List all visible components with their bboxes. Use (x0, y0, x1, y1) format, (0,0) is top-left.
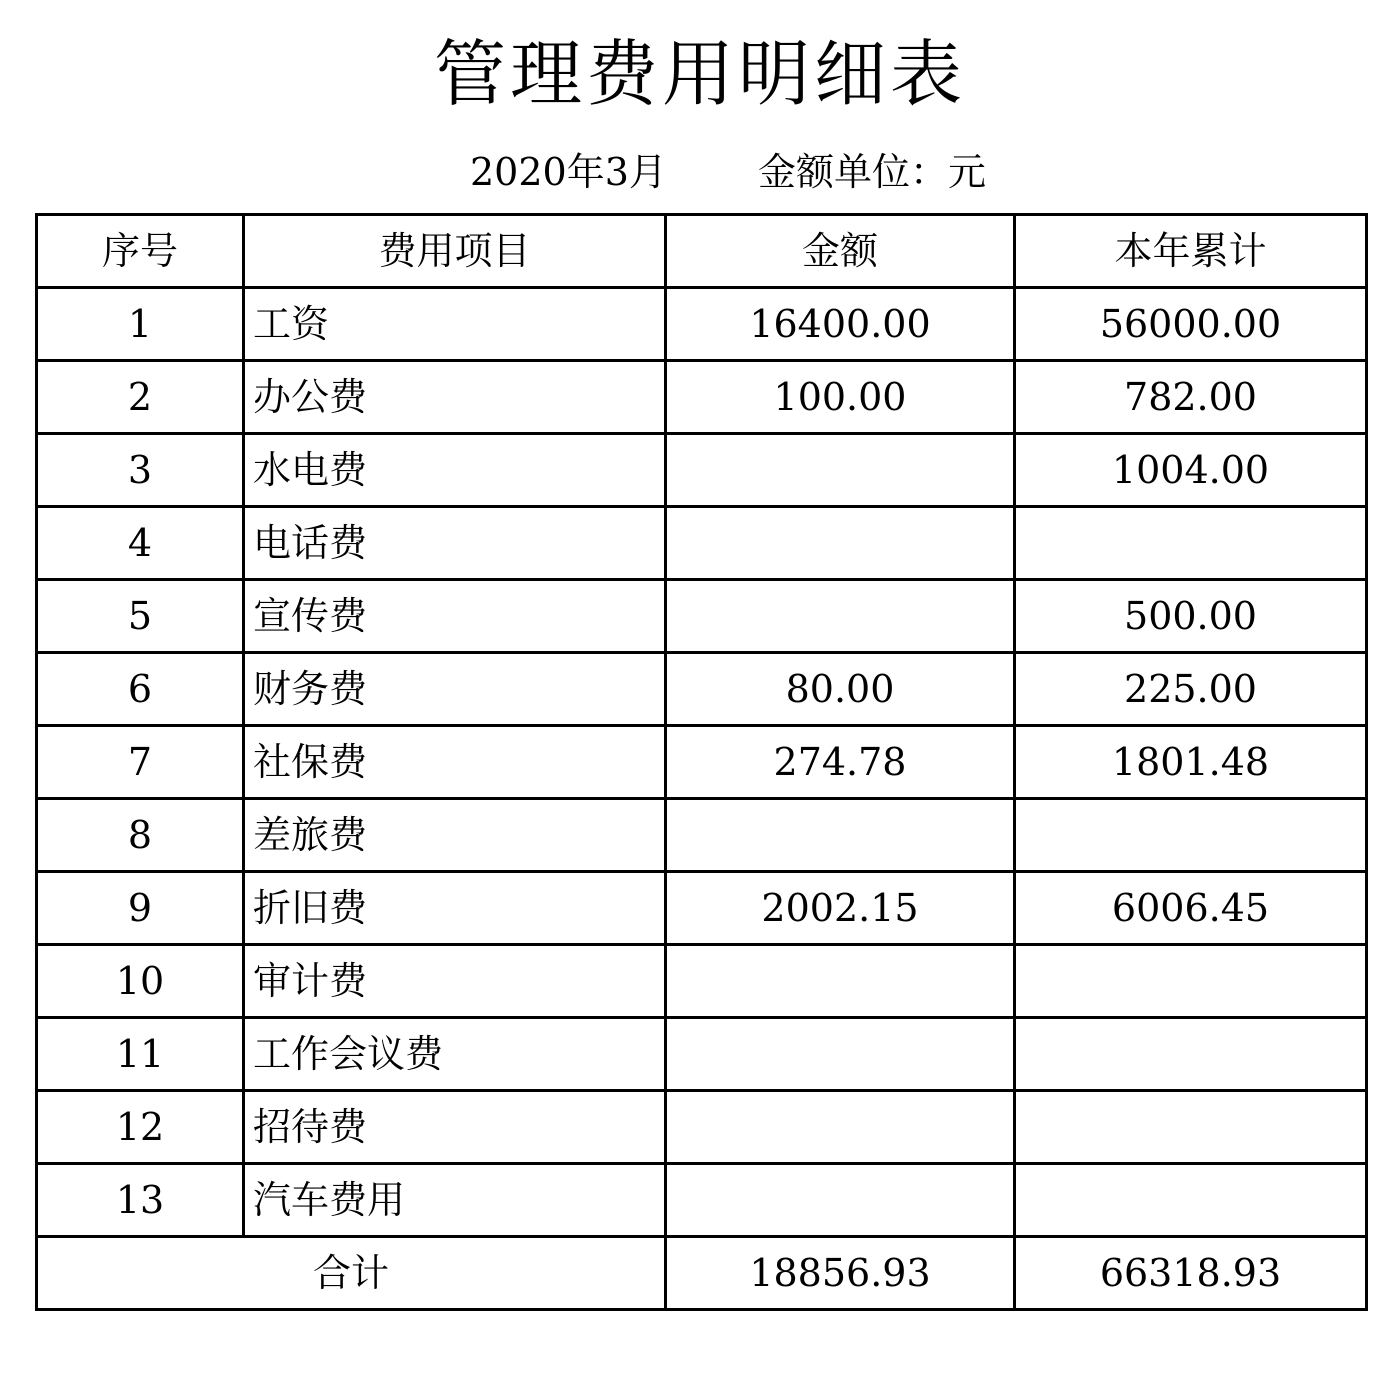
row-cumulative: 500.00 (1015, 580, 1367, 653)
row-cumulative (1015, 945, 1367, 1018)
row-amount (666, 580, 1015, 653)
row-no: 6 (37, 653, 244, 726)
row-cumulative: 225.00 (1015, 653, 1367, 726)
table-row (37, 1018, 1367, 1091)
header-cumulative: 本年累计 (1015, 215, 1367, 288)
row-item: 招待费 (244, 1091, 666, 1164)
table-row (37, 653, 1367, 726)
row-amount: 2002.15 (666, 872, 1015, 945)
table-row (37, 361, 1367, 434)
total-amount: 18856.93 (666, 1237, 1015, 1310)
amount-unit: 金额单位：元 (758, 150, 987, 194)
row-item: 差旅费 (244, 799, 666, 872)
row-amount: 16400.00 (666, 288, 1015, 361)
table-row (37, 726, 1367, 799)
row-cumulative (1015, 1091, 1367, 1164)
table-row (37, 1164, 1367, 1237)
table-row (37, 872, 1367, 945)
row-amount (666, 1164, 1015, 1237)
table-header-row (37, 215, 1367, 288)
table-row (37, 580, 1367, 653)
row-amount (666, 799, 1015, 872)
total-label: 合计 (37, 1237, 666, 1310)
row-amount (666, 434, 1015, 507)
row-no: 1 (37, 288, 244, 361)
row-no: 9 (37, 872, 244, 945)
row-amount: 100.00 (666, 361, 1015, 434)
row-no: 10 (37, 945, 244, 1018)
row-no: 13 (37, 1164, 244, 1237)
row-item: 财务费 (244, 653, 666, 726)
row-amount (666, 945, 1015, 1018)
report-period: 2020年3月 (470, 150, 667, 194)
row-item: 水电费 (244, 434, 666, 507)
row-no: 7 (37, 726, 244, 799)
table-row (37, 434, 1367, 507)
row-item: 宣传费 (244, 580, 666, 653)
header-no: 序号 (37, 215, 244, 288)
total-cumulative: 66318.93 (1015, 1237, 1367, 1310)
row-amount: 274.78 (666, 726, 1015, 799)
row-item: 工资 (244, 288, 666, 361)
row-no: 2 (37, 361, 244, 434)
row-no: 8 (37, 799, 244, 872)
table-row (37, 288, 1367, 361)
row-no: 4 (37, 507, 244, 580)
row-no: 5 (37, 580, 244, 653)
row-item: 办公费 (244, 361, 666, 434)
expense-table (35, 213, 1368, 1311)
row-amount (666, 1018, 1015, 1091)
total-row (37, 1237, 1367, 1310)
row-no: 12 (37, 1091, 244, 1164)
row-item: 汽车费用 (244, 1164, 666, 1237)
table-row (37, 507, 1367, 580)
row-no: 11 (37, 1018, 244, 1091)
table-row (37, 945, 1367, 1018)
table-row (37, 1091, 1367, 1164)
row-no: 3 (37, 434, 244, 507)
header-item: 费用项目 (244, 215, 666, 288)
row-cumulative: 6006.45 (1015, 872, 1367, 945)
row-cumulative (1015, 1164, 1367, 1237)
page-title: 管理费用明细表 (433, 32, 966, 116)
row-item: 电话费 (244, 507, 666, 580)
row-cumulative: 782.00 (1015, 361, 1367, 434)
row-amount (666, 507, 1015, 580)
row-amount (666, 1091, 1015, 1164)
row-cumulative (1015, 507, 1367, 580)
row-cumulative: 1004.00 (1015, 434, 1367, 507)
row-cumulative (1015, 799, 1367, 872)
table-row (37, 799, 1367, 872)
row-amount: 80.00 (666, 653, 1015, 726)
header-amount: 金额 (666, 215, 1015, 288)
row-cumulative: 56000.00 (1015, 288, 1367, 361)
row-cumulative (1015, 1018, 1367, 1091)
row-item: 审计费 (244, 945, 666, 1018)
row-item: 折旧费 (244, 872, 666, 945)
row-item: 社保费 (244, 726, 666, 799)
row-item: 工作会议费 (244, 1018, 666, 1091)
row-cumulative: 1801.48 (1015, 726, 1367, 799)
